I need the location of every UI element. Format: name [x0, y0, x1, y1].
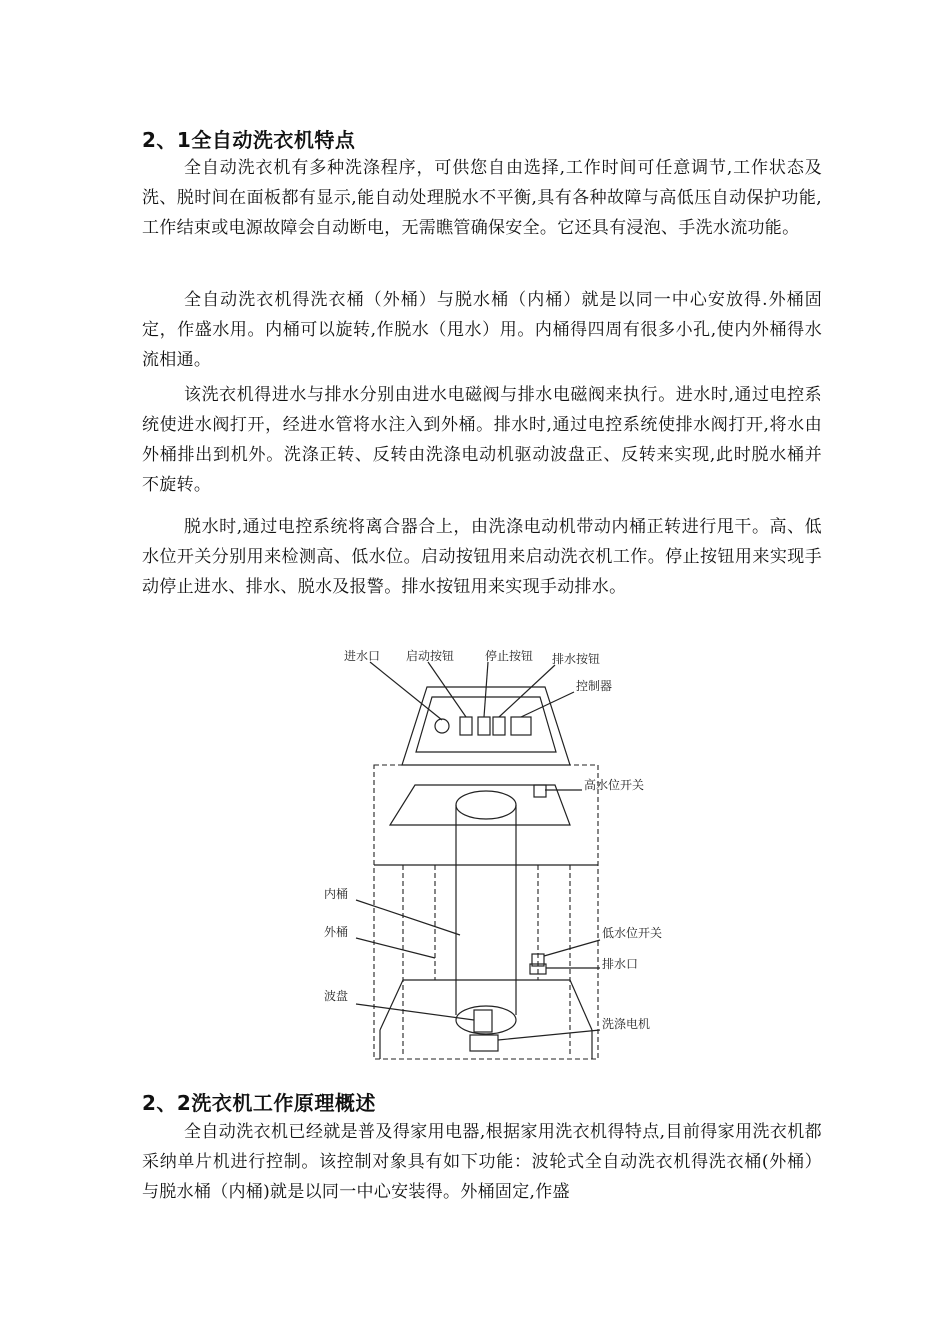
- control-panel-inner: [416, 697, 556, 752]
- label-controller: 控制器: [576, 679, 613, 693]
- label-high-level-switch: 高水位开关: [584, 778, 645, 792]
- paragraph-features: 全自动洗衣机有多种洗涤程序，可供您自由选择,工作时间可任意调节,工作状态及洗、脱时间在面板都有显示,能自动处理脱水不平衡,具有各种故障与高低压自动保护功能,工作结束或电源故障会自动断电，无需瞧管确保安全。它还具有浸泡、手洗水流功能。: [142, 158, 822, 238]
- base-right-slope: [570, 980, 592, 1030]
- control-panel-outline: [402, 687, 570, 765]
- inner-tub-top: [456, 791, 516, 819]
- inlet-icon: [435, 719, 449, 733]
- leader-low-switch: [544, 940, 600, 956]
- leader-inlet: [370, 662, 442, 720]
- label-outer-tub: 外桶: [324, 925, 349, 939]
- label-inner-tub: 内桶: [324, 887, 349, 901]
- start-button-icon: [460, 717, 472, 735]
- paragraph-principle: 全自动洗衣机已经就是普及得家用电器,根据家用洗衣机得特点,目前得家用洗衣机都采纳单片机进行控制。该控制对象具有如下功能：波轮式全自动洗衣机得洗衣桶(外桶）与脱水桶（内桶)就是以同一中心安装得。外桶固定,作盛: [142, 1122, 822, 1202]
- label-stop-button: 停止按钮: [485, 649, 534, 663]
- label-low-level-switch: 低水位开关: [602, 926, 663, 940]
- label-wash-motor: 洗涤电机: [602, 1017, 651, 1031]
- washing-machine-diagram: [300, 640, 700, 1070]
- label-impeller: 波盘: [324, 989, 349, 1003]
- section-heading-features: 2、1全自动洗衣机特点: [142, 128, 356, 152]
- paragraph-tubs: 全自动洗衣机得洗衣桶（外桶）与脱水桶（内桶）就是以同一中心安放得.外桶固定，作盛水用。内桶可以旋转,作脱水（甩水）用。内桶得四周有很多小孔,使内外桶得水流相通。: [142, 290, 822, 370]
- impeller-icon: [474, 1010, 492, 1032]
- label-drain-button: 排水按钮: [552, 652, 601, 666]
- leader-stop: [484, 662, 488, 717]
- stop-button-icon: [478, 717, 490, 735]
- label-start-button: 启动按钮: [406, 649, 455, 663]
- label-inlet: 进水口: [344, 649, 381, 663]
- drain-button-icon: [493, 717, 505, 735]
- leader-outer-tub: [356, 938, 435, 958]
- high-level-switch-icon: [534, 785, 546, 797]
- base-left-slope: [380, 980, 403, 1030]
- controller-icon: [511, 717, 531, 735]
- wash-motor-icon: [470, 1035, 498, 1051]
- label-drain-outlet: 排水口: [602, 957, 639, 971]
- section-heading-principle: 2、2洗衣机工作原理概述: [142, 1091, 376, 1115]
- leader-inner-tub: [356, 900, 460, 935]
- leader-motor: [498, 1030, 600, 1040]
- paragraph-inlet-drain: 该洗衣机得进水与排水分别由进水电磁阀与排水电磁阀来执行。进水时,通过电控系统使进水阀打开，经进水管将水注入到外桶。排水时,通过电控系统使排水阀打开,将水由外桶排出到机外。洗涤正转、反转由洗涤电动机驱动波盘正、反转来实现,此时脱水桶并不旋转。: [142, 385, 822, 495]
- paragraph-spin: 脱水时,通过电控系统将离合器合上，由洗涤电动机带动内桶正转进行甩干。高、低水位开关分别用来检测高、低水位。启动按钮用来启动洗衣机工作。停止按钮用来实现手动停止进水、排水、脱水及报警。排水按钮用来实现手动排水。: [142, 517, 822, 597]
- leader-start: [428, 662, 466, 717]
